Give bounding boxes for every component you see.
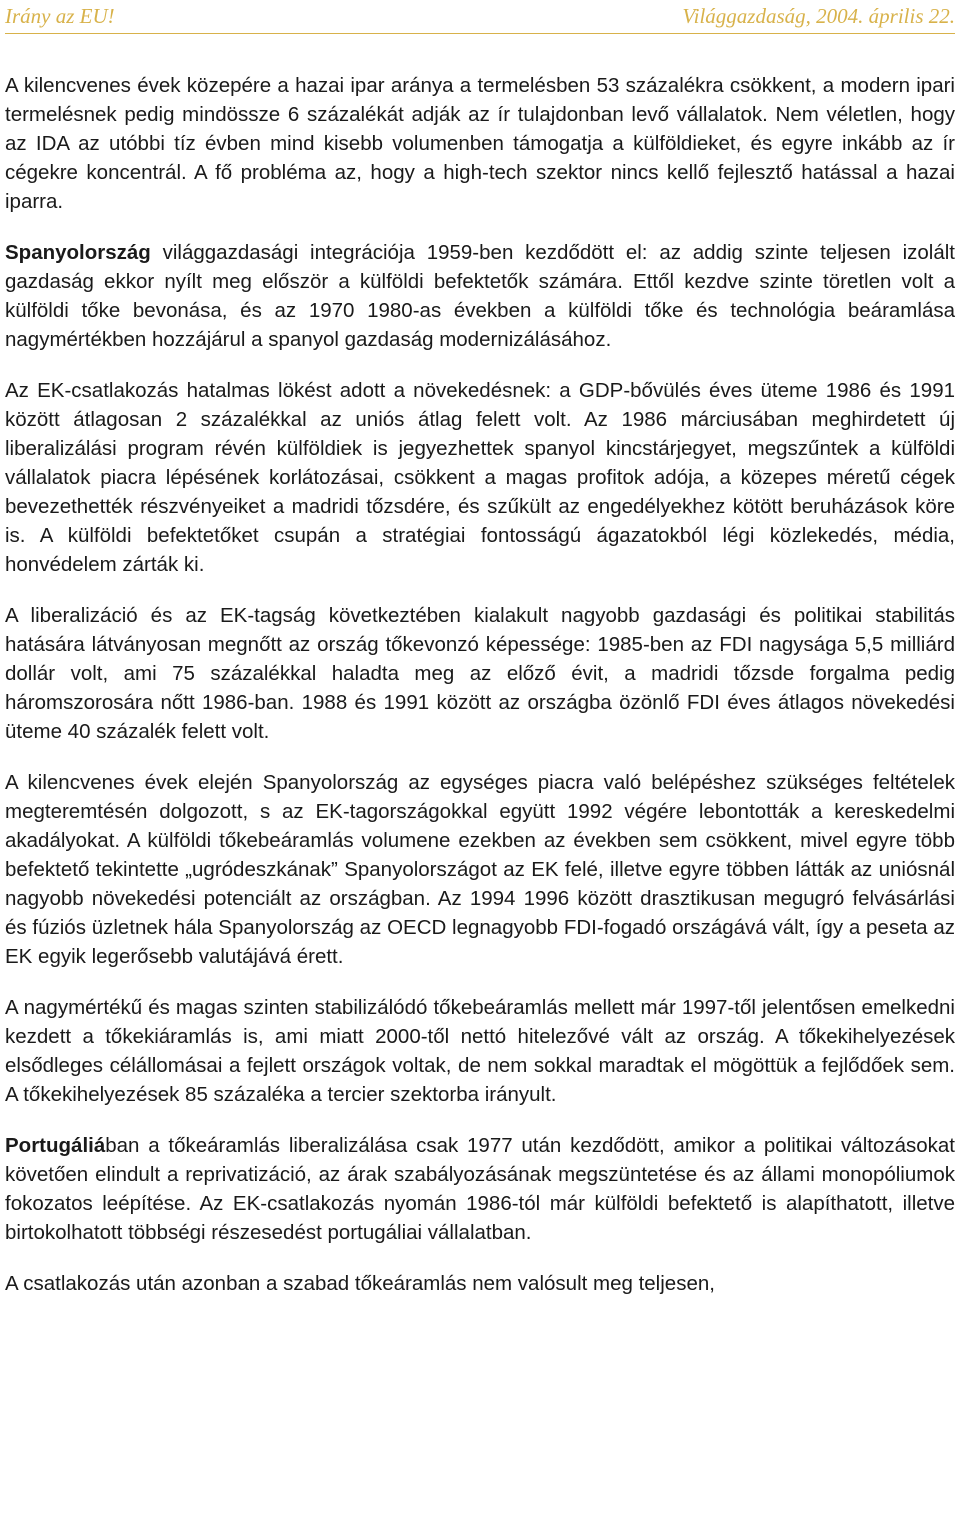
- paragraph-spain-integration: [5, 238, 955, 354]
- paragraph-nineties: [5, 768, 955, 971]
- article-body: [5, 71, 955, 1298]
- paragraph-text: A nagymértékű és magas szinten stabilizálódó tőkebeáramlás mellett már 1997-től jelentősen emelkedni kezdett a tőkekiáramlás is, ami miatt 2000-től nettó hitelezővé vált az ország. A tőkekihelyezések elsődleges célállomásai a fejlett országok voltak, de nem sokkal maradtak el mögöttük a fejlődőek sem. A tőkekihelyezések 85 százaléka a tercier szektorba irányult.: [5, 996, 955, 1106]
- paragraph-text: ban a tőkeáramlás liberalizálása csak 1977 után kezdődött, amikor a politikai változásokat követően elindult a reprivatizáció, az árak szabályozásának megszüntetése és az állami monopóliumok fokozatos leépítése. Az EK-csatlakozás nyomán 1986-tól már külföldi befektető is alapíthatott, illetve birtokolhatott többségi részesedést portugáliai vállalatban.: [5, 1134, 955, 1244]
- paragraph-portugal: [5, 1131, 955, 1247]
- header-divider: [5, 33, 955, 34]
- country-name-portugal: Portugáliá: [5, 1134, 106, 1157]
- running-header: [5, 4, 955, 34]
- paragraph-ek-accession: [5, 376, 955, 579]
- paragraph-capital-outflow: [5, 993, 955, 1109]
- paragraph-text: A csatlakozás után azonban a szabad tőkeáramlás nem valósult meg teljesen,: [5, 1272, 715, 1295]
- header-right-source: Világgazdaság, 2004. április 22.: [682, 4, 955, 28]
- paragraph-text: A liberalizáció és az EK-tagság következtében kialakult nagyobb gazdasági és politikai stabilitás hatására látványosan megnőtt az ország tőkevonzó képessége: 1985-ben az FDI nagysága 5,5 milliárd dollár volt, ami 75 százalékkal haladta meg az előző évit, a madridi tőzsde forgalma pedig háromszorosára nőtt 1986-ban. 1988 és 1991 között az országba özönlő FDI éves átlagos növekedési üteme 40 százalék felett volt.: [5, 604, 955, 743]
- paragraph-text: A kilencvenes évek közepére a hazai ipar aránya a termelésben 53 százalékra csökkent, a modern ipari termelésnek pedig mindössze 6 százalékát adják az ír tulajdonban levő vállalatok. Nem véletlen, hogy az IDA az utóbbi tíz évben mind kisebb volumenben támogatja a külföldieket, és egyre inkább az ír cégekre koncentrál. A fő probléma az, hogy a high-tech szektor nincs kellő fejlesztő hatással a hazai iparra.: [5, 74, 955, 213]
- paragraph-text: világgazdasági integrációja 1959-ben kezdődött el: az addig szinte teljesen izolált gazdaság ekkor nyílt meg először a külföldi befektetők számára. Ettől kezdve szinte töretlen volt a külföldi tőke bevonása, és az 1970 1980-as években a külföldi tőke és technológia beáramlása nagymértékben hozzájárul a spanyol gazdaság modernizálásához.: [5, 241, 955, 351]
- country-name-spain: Spanyolország: [5, 241, 151, 264]
- paragraph-text: Az EK-csatlakozás hatalmas lökést adott a növekedésnek: a GDP-bővülés éves üteme 1986 és 1991 között átlagosan 2 százalékkal az uniós átlag felett volt. Az 1986 márciusában meghirdetett új liberalizálási program révén külföldiek is jegyezhettek spanyol kincstárjegyet, megszűntek a külföldi vállalatok piacra lépésének korlátozásai, csökkent a magas profitok adója, a közepes méretű cégek bevezethették részvényeiket a madridi tőzsdére, és szűkült az engedélyekhez kötött beruházások köre is. A külföldi befektetőket csupán a stratégiai fontosságú ágazatokból légi közlekedés, média, honvédelem zárták ki.: [5, 379, 955, 576]
- paragraph-ireland-industry: [5, 71, 955, 216]
- paragraph-text: A kilencvenes évek elején Spanyolország az egységes piacra való belépéshez szükséges feltételek megteremtésén dolgozott, s az EK-tagországokkal együtt 1992 végére lebontották a kereskedelmi akadályokat. A külföldi tőkebeáramlás volumene ezekben az években sem csökkent, mivel egyre több befektető tekintette „ugródeszkának” Spanyolországot az EK felé, illetve egyre többen látták az uniósnál nagyobb növekedési potenciált az országban. Az 1994 1996 között drasztikusan megugró felvásárlási és fúziós üzletnek hála Spanyolország az OECD legnagyobb FDI-fogadó országává vált, így a peseta az EK egyik legerősebb valutájává érett.: [5, 771, 955, 968]
- paragraph-liberalization: [5, 601, 955, 746]
- header-left-title: Irány az EU!: [5, 4, 115, 28]
- paragraph-after-accession: [5, 1269, 955, 1298]
